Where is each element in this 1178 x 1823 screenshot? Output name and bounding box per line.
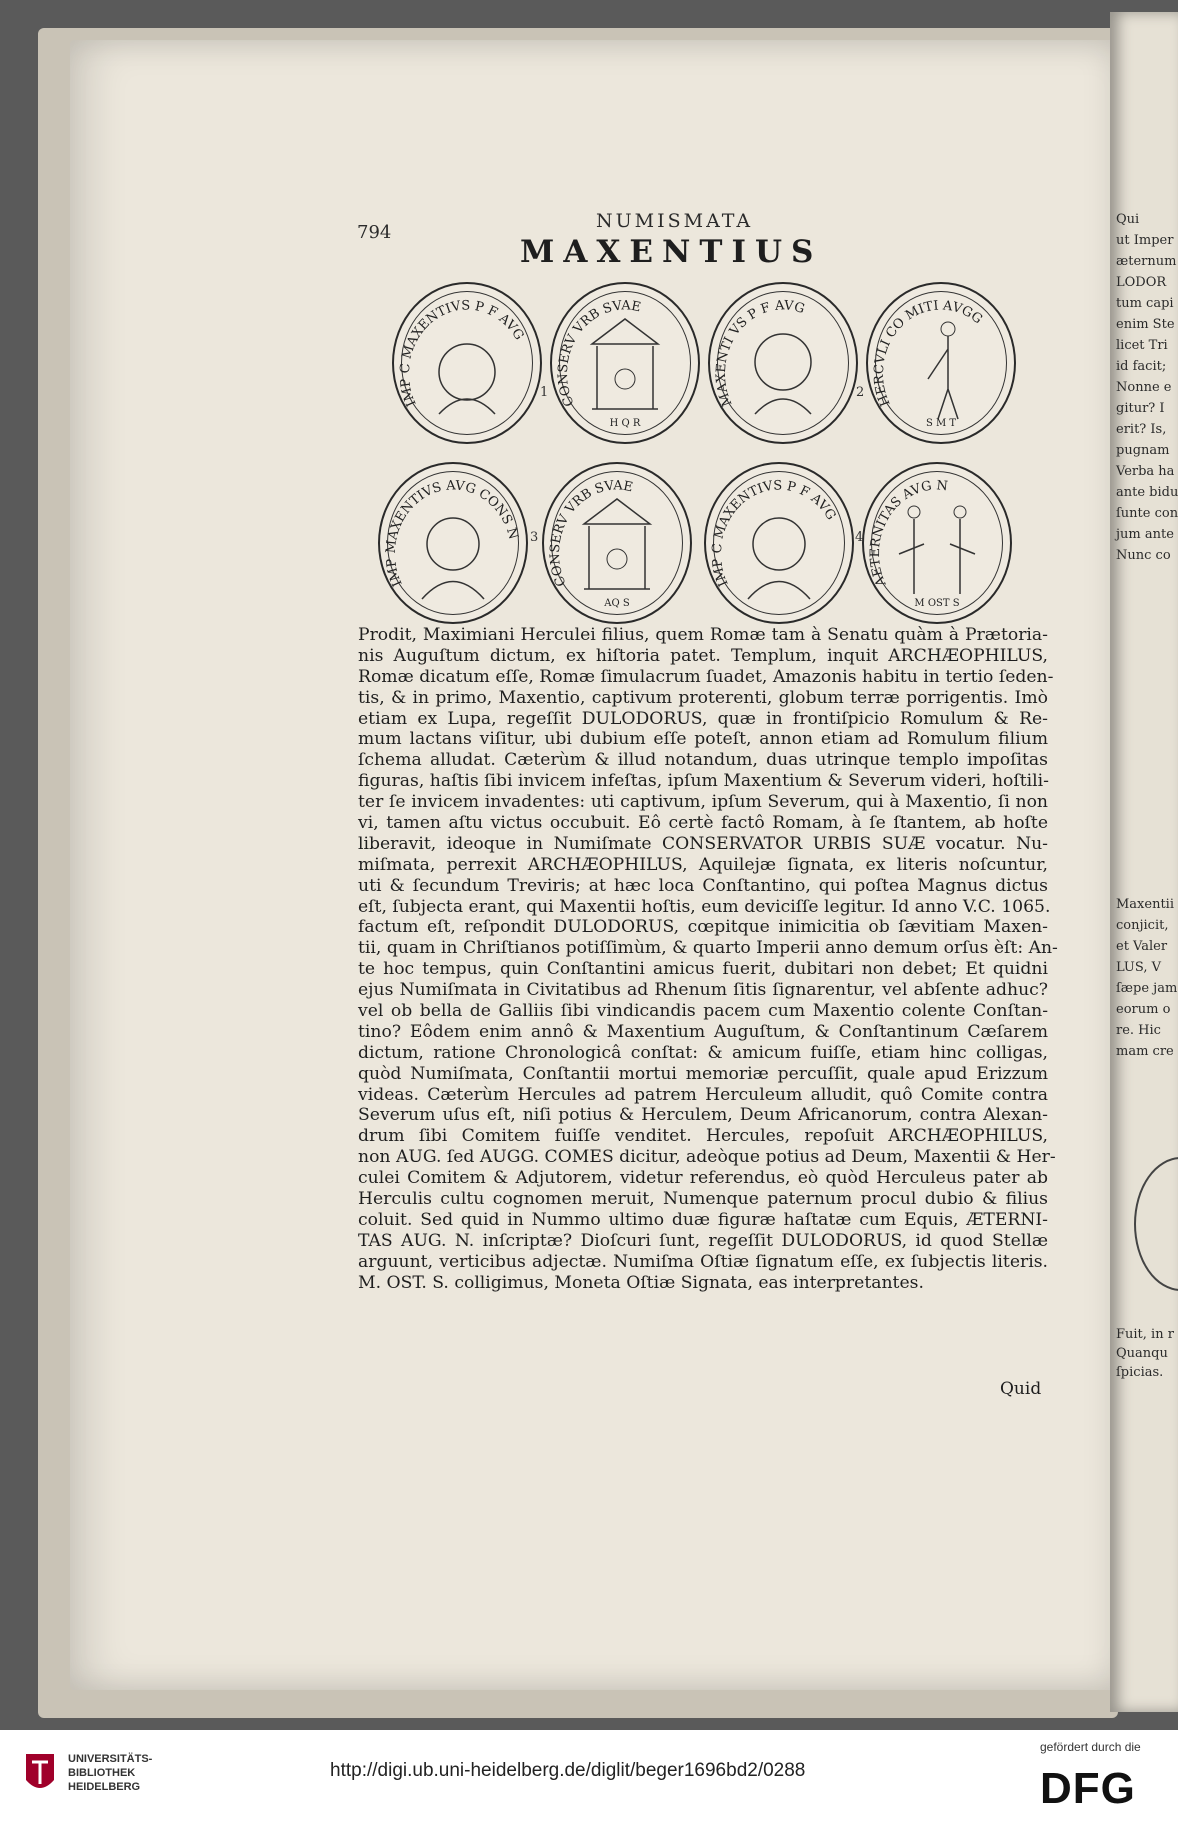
right-page-line: Verba ha	[1116, 464, 1175, 479]
text-line: Herculis cultu cognomen meruit, Numenque paternum procul dubio & filius	[358, 1189, 1048, 1210]
funded-by-label: gefördert durch die	[1040, 1740, 1141, 1754]
page-title: MAXENTIUS	[520, 234, 823, 270]
dfg-logo: DFG	[1040, 1764, 1136, 1813]
text-line: Prodit, Maximiani Herculei filius, quem Romæ tam à Senatu quàm à Prætoria-	[358, 625, 1048, 645]
coin-1-reverse	[550, 282, 700, 444]
university-seal-icon	[22, 1750, 58, 1798]
right-page-line: æternum	[1116, 254, 1177, 269]
right-page-line: Fuit, in r	[1116, 1327, 1174, 1342]
right-page-line: Nonne e	[1116, 380, 1172, 395]
right-page-line: ut Imper	[1116, 233, 1174, 248]
svg-text:CONSERV VRB SVAE: CONSERV VRB SVAE	[555, 298, 643, 409]
text-line: tis, & in primo, Maxentio, captivum proterenti, globum terræ porrigentis. Imò	[358, 687, 1048, 708]
coin-number-3: 3	[530, 530, 539, 545]
svg-text:S M T: S M T	[925, 418, 957, 429]
text-line: vel ob bella de Galliis ſibi vindicandis pacem cum Maxentio colente Conſtan-	[358, 1001, 1048, 1022]
svg-text:CONSERV VRB SVAE: CONSERV VRB SVAE	[547, 478, 635, 589]
right-page-line: conjicit,	[1116, 918, 1169, 933]
right-page-fragment	[1110, 12, 1178, 1712]
coin-2-obverse	[708, 282, 858, 444]
svg-text:H Q R: H Q R	[609, 418, 641, 429]
right-page-line: ſunte con	[1116, 506, 1178, 521]
text-line: etiam ex Lupa, regeſſit DULODORUS, quæ in frontiſpicio Romulum & Re-	[358, 708, 1048, 729]
right-page-line: Qui	[1116, 212, 1140, 227]
svg-text:AQ S: AQ S	[604, 598, 630, 609]
institution-name: UNIVERSITÄTS-BIBLIOTHEK HEIDELBERG	[68, 1753, 153, 1793]
text-line: drum ſibi Comitem fuiſſe venditet. Hercules, repoſuit ARCHÆOPHILUS,	[358, 1126, 1048, 1147]
text-line: non AUG. ſed AUGG. COMES dicitur, adeòque potius ad Deum, Maxentii & Her-	[358, 1147, 1056, 1168]
coin-number-2: 2	[856, 385, 865, 400]
right-page-line: eorum o	[1116, 1002, 1171, 1017]
svg-text:HERCVLI CO MITI AVGG: HERCVLI CO MITI AVGG	[871, 298, 985, 409]
text-line: tii, quam in Chriſtianos potiſſimùm, & quarto Imperii anno demum orſus èſt: An-	[358, 938, 1058, 959]
partial-coin	[1134, 1157, 1178, 1291]
text-line: Romæ dicatum eſſe, Romæ ſimulacrum ſuadet, Amazonis habitu in tertio ſeden-	[358, 666, 1054, 687]
page-number: 794	[357, 222, 392, 243]
right-page-line: et Valer	[1116, 939, 1168, 954]
text-line: ter ſe invicem invadentes: uti captivum, ipſum Severum, qui à Maxentio, ſi non	[358, 792, 1048, 813]
right-page-line: jum ante	[1116, 527, 1174, 542]
coin-4-reverse	[862, 462, 1012, 624]
svg-text:IMP MAXENTIVS AVG CONS N: IMP MAXENTIVS AVG CONS N	[383, 478, 521, 589]
text-line: culei Comitem & Adjutorem, videtur referendus, eò quòd Herculeus pater ab	[358, 1168, 1048, 1189]
footer-bar	[0, 1730, 1178, 1823]
right-page-line: Nunc co	[1116, 548, 1171, 563]
coin-4-obverse	[704, 462, 854, 624]
svg-text:IMP C MAXENTIVS P F AVG: IMP C MAXENTIVS P F AVG	[397, 298, 527, 409]
text-line: liberavit, ideoque in Numiſmate CONSERVATOR URBIS SUÆ vocatur. Nu-	[358, 833, 1048, 854]
text-line: miſmata, perrexit ARCHÆOPHILUS, Aquilejæ ſignata, ex literis noſcuntur,	[358, 854, 1048, 875]
right-page-line: enim Ste	[1116, 317, 1175, 332]
text-line: M. OST. S. colligimus, Moneta Oſtiæ Signata, eas interpretantes.	[358, 1272, 924, 1293]
right-page-line: erit? Is,	[1116, 422, 1167, 437]
coin-number-4: 4	[855, 530, 864, 545]
coin-2-reverse	[866, 282, 1016, 444]
text-line: nis Auguſtum dictum, ex hiſtoria patet. Templum, inquit ARCHÆOPHILUS,	[358, 645, 1048, 666]
right-page-line: ſpicias.	[1116, 1365, 1164, 1380]
text-line: videas. Cæterùm Hercules ad patrem Herculeum alludit, quô Comite contra	[358, 1084, 1048, 1105]
svg-text:MAXENTI VS P F AVG: MAXENTI VS P F AVG	[713, 298, 807, 409]
svg-text:M OST S: M OST S	[914, 598, 960, 609]
svg-text:AETERNITAS AVG N: AETERNITAS AVG N	[867, 478, 949, 589]
right-page-line: ſæpe jam	[1116, 981, 1178, 996]
text-line: quòd Numiſmata, Conſtantii mortui memoriæ percuſſit, quale apud Erizzum	[358, 1063, 1048, 1084]
text-line: vi, tamen aſtu victus occubuit. Eô certè factô Romam, à ſe ſtantem, ab hoſte	[358, 813, 1048, 834]
right-page-line: re. Hic	[1116, 1023, 1161, 1038]
svg-text:IMP C MAXENTIVS P F AVG: IMP C MAXENTIVS P F AVG	[709, 478, 839, 589]
text-line: tino? Eôdem enim annô & Maxentium Auguſtum, & Conſtantinum Cæſarem	[358, 1021, 1048, 1042]
text-line: uti & ſecundum Treviris; at hæc loca Conſtantino, qui poſtea Magnus dictus	[358, 875, 1048, 896]
text-line: factum eſt, reſpondit DULODORUS, cœpitque inimicitia ob ſævitiam Maxen-	[358, 917, 1048, 938]
catchword: Quid	[1000, 1379, 1042, 1399]
right-page-line: gitur? I	[1116, 401, 1165, 416]
right-page-line: ante bidu	[1116, 485, 1178, 500]
right-page-line: licet Tri	[1116, 338, 1168, 353]
text-line: eſt, ſubjecta erant, qui Maxentii hoſtis, eum deviciſſe legitur. Id anno V.C. 1065.	[358, 896, 1051, 917]
text-line: te hoc tempus, quin Conſtantini amicus fuerit, dubitari non debet; Et quidni	[358, 959, 1048, 980]
right-page-line: Quanqu	[1116, 1346, 1168, 1361]
right-page-line: LODOR	[1116, 275, 1167, 290]
text-line: Severum uſus eſt, niſi potius & Herculem, Deum Africanorum, contra Alexan-	[358, 1105, 1048, 1126]
text-line: mum lactans viſitur, ubi dubium eſſe poteſt, annon etiam ad Romulum filium	[358, 729, 1048, 750]
right-page-line: tum capi	[1116, 296, 1174, 311]
text-line: TAS AUG. N. inſcriptæ? Dioſcuri ſunt, regeſſit DULODORUS, id quod Stellæ	[358, 1230, 1048, 1251]
coin-3-reverse	[542, 462, 692, 624]
body-text	[358, 625, 1058, 1294]
text-line: coluit. Sed quid in Nummo ultimo duæ figuræ haſtatæ cum Equis, ÆTERNI-	[358, 1209, 1048, 1230]
text-line: figuras, haſtis ſibi invicem infeſtas, ipſum Maxentium & Severum videri, hoſtili-	[358, 771, 1049, 792]
text-line: ſchema alludat. Cæterùm & illud notandum, duas utrinque templo impoſitas	[358, 750, 1048, 771]
running-head: NUMISMATA	[596, 210, 754, 232]
source-url[interactable]: http://digi.ub.uni-heidelberg.de/diglit/beger1696bd2/0288	[330, 1760, 806, 1781]
coin-1-obverse	[392, 282, 542, 444]
right-page-line: mam cre	[1116, 1044, 1174, 1059]
right-page-line: LUS, V	[1116, 960, 1161, 975]
right-page-line: id facit;	[1116, 359, 1167, 374]
right-page-line: Maxentii	[1116, 897, 1174, 912]
coin-3-obverse	[378, 462, 528, 624]
text-line: ejus Numiſmata in Civitatibus ad Rhenum ſitis ſignarentur, vel abſente adhuc?	[358, 980, 1048, 1001]
right-page-line: pugnam	[1116, 443, 1170, 458]
text-line: arguunt, verticibus adjectæ. Numiſma Oſtiæ ſignatum eſſe, ex ſubjectis literis.	[358, 1251, 1048, 1272]
coin-number-1: 1	[540, 385, 549, 400]
text-line: dictum, ratione Chronologicâ conſtat: & amicum fuiſſe, etiam hinc colligas,	[358, 1042, 1048, 1063]
